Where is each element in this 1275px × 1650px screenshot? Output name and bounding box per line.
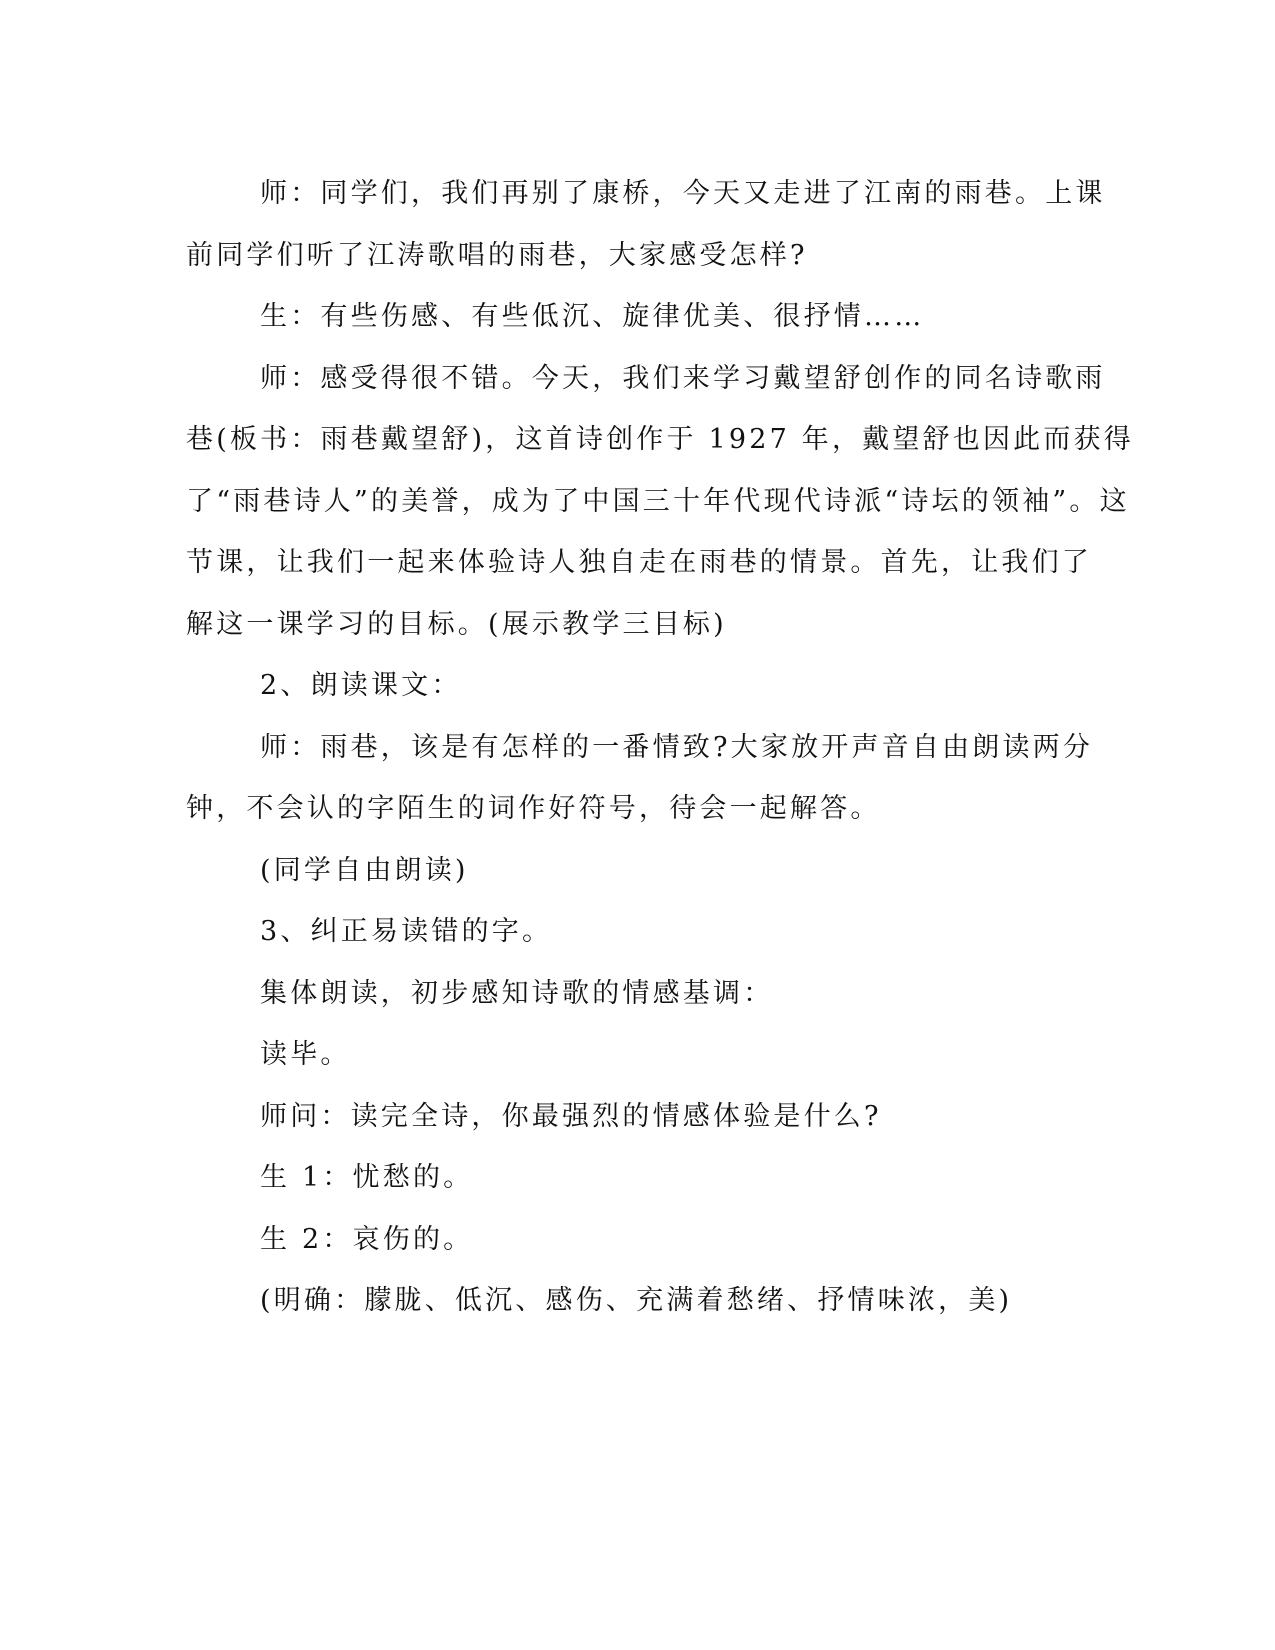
text-line: (明确：朦胧、低沉、感伤、充满着愁绪、抒情味浓，美) <box>260 1285 1013 1316</box>
text-line: 3、纠正易读错的字。 <box>260 916 553 947</box>
document-body <box>186 163 1134 1332</box>
text-line: 前同学们听了江涛歌唱的雨巷，大家感受怎样? <box>186 239 808 271</box>
text-line: 集体朗读，初步感知诗歌的情感基调： <box>260 977 774 1009</box>
section-heading-reading <box>186 655 1088 717</box>
paragraph-student-2-answer <box>186 1209 1088 1271</box>
text-line: 2、朗读课文： <box>260 670 462 701</box>
text-line: 巷(板书：雨巷戴望舒)，这首诗创作于 1927 年，戴望舒也因此而获得 <box>186 424 1134 455</box>
section-heading-correction <box>186 901 1088 963</box>
paragraph-teacher-lesson-intro <box>186 348 1134 656</box>
paragraph-teacher-question <box>186 1086 1088 1148</box>
text-line: 生：有些伤感、有些低沉、旋律优美、很抒情…… <box>260 301 925 332</box>
paragraph-clarification <box>186 1270 1088 1332</box>
text-line: (同学自由朗读) <box>260 854 469 886</box>
text-line: 钟，不会认的字陌生的词作好符号，待会一起解答。 <box>186 793 881 824</box>
text-line: 节课，让我们一起来体验诗人独自走在雨巷的情景。首先，让我们了 <box>186 547 1092 578</box>
paragraph-stage-note <box>186 840 1088 902</box>
paragraph-group-reading <box>186 963 1088 1025</box>
text-line: 师：同学们，我们再别了康桥，今天又走进了江南的雨巷。上课 <box>260 178 1106 209</box>
paragraph-teacher-intro <box>186 163 1106 286</box>
text-line: 生 1：忧愁的。 <box>260 1162 474 1193</box>
text-line: 师：雨巷，该是有怎样的一番情致?大家放开声音自由朗读两分 <box>260 731 1094 763</box>
text-line: 生 2：哀伤的。 <box>260 1223 474 1255</box>
paragraph-teacher-reading-task <box>186 717 1094 840</box>
paragraph-student-1-answer <box>186 1147 1088 1209</box>
paragraph-reading-done <box>186 1024 1088 1086</box>
text-line: 师问：读完全诗，你最强烈的情感体验是什么? <box>260 1100 882 1132</box>
text-line: 师：感受得很不错。今天，我们来学习戴望舒创作的同名诗歌雨 <box>260 362 1106 394</box>
paragraph-student-response <box>186 286 1088 348</box>
text-line: 读毕。 <box>260 1039 351 1070</box>
text-line: 解这一课学习的目标。(展示教学三目标) <box>186 608 727 640</box>
text-line: 了“雨巷诗人”的美誉，成为了中国三十年代现代诗派“诗坛的领袖”。这 <box>186 485 1130 517</box>
